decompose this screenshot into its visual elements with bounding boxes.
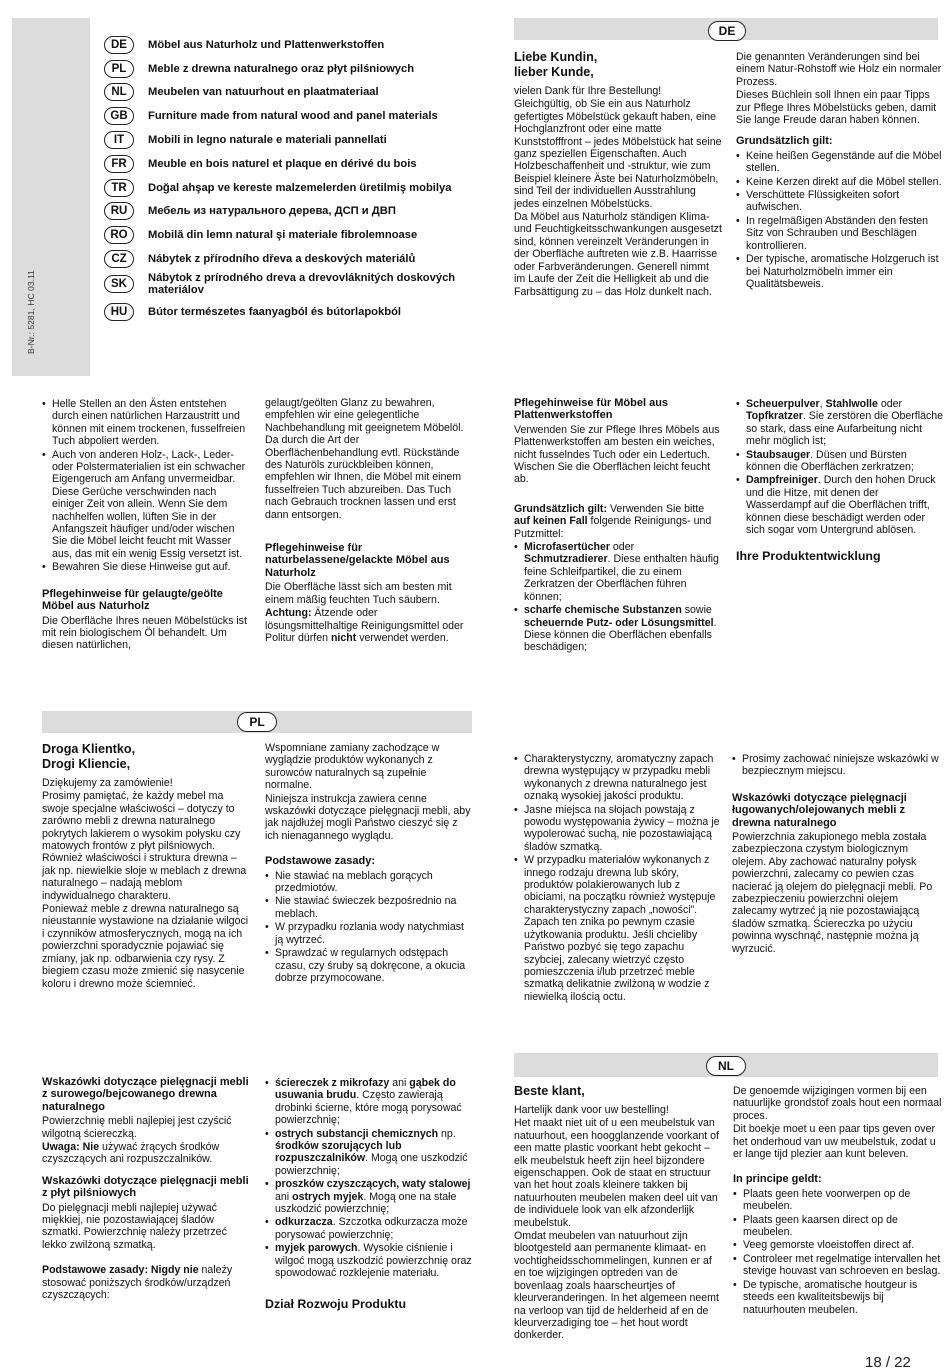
nl-paragraph: Dit boekje moet u een paar tips geven over het onderhoud van uw meubelstuk, zodat u er lange tijd plezier aan kunt beleven.: [733, 1123, 936, 1161]
list-item: • Staubsauger. Düsen und Bürsten können die Oberflächen zerkratzen;: [736, 449, 944, 474]
de-col-b3: [514, 397, 722, 656]
list-item: • Bewahren Sie diese Hinweise gut auf.: [42, 561, 250, 573]
language-code-badge: SK: [104, 275, 134, 293]
list-item: • Plaats geen kaarsen direct op de meubelen.: [733, 1214, 943, 1239]
language-title: Doğal ahşap ve kereste malzemelerden üretilmiş mobilya: [148, 181, 452, 194]
de-forbidden-list: [514, 541, 722, 654]
de-oiled-heading: Pflegehinweise für gelaugte/geölte Möbel aus Naturholz: [42, 587, 223, 613]
list-item: • De typische, aromatische houtgeur is steeds een kwaliteitsbewijs bij natuurhouten meubelen.: [733, 1279, 943, 1316]
language-title: Meble z drewna naturalnego oraz płyt pilśniowych: [148, 62, 415, 75]
list-item: • Nie stawiać świeczek bezpośrednio na meblach.: [265, 895, 473, 920]
language-code-badge: FR: [104, 155, 134, 173]
language-row-gb: [104, 106, 483, 126]
de-rules-list: [736, 150, 944, 290]
list-item: • Prosimy zachować niniejsze wskazówki w bezpiecznym miejscu.: [732, 753, 944, 778]
nl-greeting: Beste klant,: [514, 1084, 585, 1098]
language-code-badge: IT: [104, 131, 134, 149]
de-tips-list: [42, 398, 250, 574]
list-item: • Jasne miejsca na słojach powstają z powodu występowania żywicy – można je wypolerować suchą, nie pozostawiającą śladów szmatką.: [514, 804, 722, 854]
list-item: • proszków czyszczących, waty stalowej ani ostrych myjek. Mogą one na stałe uszkodzić powierzchnię;: [265, 1178, 473, 1215]
de-forbidden-list-cont: [736, 398, 944, 536]
language-row-fr: [104, 154, 483, 174]
language-title: Meuble en bois naturel et plaque en dérivé du bois: [148, 157, 417, 170]
list-item: • Controleer met regelmatige intervallen het stevige houvast van schroeven en beslag.: [733, 1253, 943, 1278]
de-col-b4: [736, 397, 944, 563]
list-item: • Nie stawiać na meblach gorących przedmiotów.: [265, 870, 473, 895]
de-paragraph: Die Oberfläche Ihres neuen Möbelstücks ist mit rein biologischem Öl behandelt. Um diesen natürlichen,: [42, 614, 247, 652]
cover-panel: [12, 18, 90, 376]
language-row-ro: [104, 225, 483, 245]
language-code-badge: PL: [104, 60, 134, 78]
list-item: • scharfe chemische Substanzen sowie scheuernde Putz- oder Lösungsmittel. Diese können die Oberflächen ebenfalls beschädigen;: [514, 604, 722, 654]
list-item: • Charakterystyczny, aromatyczny zapach drewna występujący w przypadku mebli wykonanych z drewna naturalnego jest oznaką wysokiej jakości produktu.: [514, 753, 722, 803]
list-item: • Scheuerpulver, Stahlwolle oder Topfkratzer. Sie zerstören die Oberfläche so stark, dass eine Aufarbeitung nicht mehr möglich ist;: [736, 398, 944, 448]
page-number: 18 / 22: [865, 1354, 911, 1371]
pl-rules-column: [265, 742, 473, 986]
pl-forbidden-list: [265, 1077, 473, 1280]
pl-col-c4: [732, 752, 944, 956]
language-row-sk: [104, 271, 483, 296]
list-item: • Auch von anderen Holz-, Lack-, Leder- oder Polstermaterialien ist ein schwacher Eigengeruch am Anfang unvermeidbar. Diese Gerüche verschwinden nach einiger Zeit von allein. Wenn Sie dem nachhelfen wollen, lüften Sie in der Anfangszeit häufiger und/oder wischen Sie die Möbel leicht feucht mit Wasser aus, das mit ein wenig Essig versetzt ist.: [42, 449, 250, 561]
de-paragraph: Die Oberfläche lässt sich am besten mit einem mäßig feuchten Tuch säubern.: [265, 581, 452, 606]
de-panel-heading: Pflegehinweise für Möbel aus Plattenwerkstoffen: [514, 397, 669, 422]
language-title: Mobili in legno naturale e materiali pannellati: [148, 133, 387, 146]
list-item: • Helle Stellen an den Ästen entstehen durch einen natürlichen Harzaustritt und können mit einem trockenen, fusselfreien Tuch abpoliert werden.: [42, 398, 250, 448]
pl-paragraph: Do pielęgnacji mebli najlepiej używać miękkiej, nie pozostawiającej śladów szmatki. Powierzchnię należy przetrzeć lekko zwilżoną szmatką.: [42, 1201, 227, 1251]
pl-panel-heading: Wskazówki dotyczące pielęgnacji mebli z płyt pilśniowych: [42, 1174, 249, 1200]
de-language-badge: DE: [708, 21, 746, 41]
de-col-b2: [265, 397, 473, 645]
language-row-it: [104, 130, 483, 150]
pl-raw-heading: Wskazówki dotyczące pielęgnacji mebli z surowego/bejcowanego drewna naturalnego: [42, 1076, 249, 1113]
list-item: • Keine Kerzen direkt auf die Möbel stellen.: [736, 176, 944, 188]
pl-rules-heading: Podstawowe zasady:: [265, 855, 376, 868]
language-code-badge: DE: [104, 36, 134, 54]
de-paragraph: Dieses Büchlein soll Ihnen ein paar Tipps zur Pflege Ihres Möbelstücks geben, damit Sie lange Freude daran haben können.: [736, 89, 937, 127]
list-item: • Keine heißen Gegenstände auf die Möbel stellen.: [736, 150, 944, 175]
de-lacquered-heading: Pflegehinweise für naturbelassene/gelackte Möbel aus Naturholz: [265, 542, 450, 579]
list-item: • ściereczek z mikrofazy ani gąbek do usuwania brudu. Często zawierają drobinki ścierne, które mogą porysować powierzchnię;: [265, 1077, 473, 1127]
de-paragraph: Verwenden Sie zur Pflege Ihres Möbels aus Plattenwerkstoffen am besten ein weiches, nicht fusselndes Tuch oder ein Ledertuch. Wischen Sie die Oberflächen leicht feucht ab.: [514, 423, 720, 486]
language-title: Mobilă din lemn natural şi materiale fibrolemnoase: [148, 228, 418, 241]
language-row-pl: [104, 59, 483, 79]
nl-rules-column: [733, 1085, 943, 1318]
list-item: • W przypadku rozlania wody natychmiast ją wytrzeć.: [265, 921, 473, 946]
language-row-cz: [104, 249, 483, 269]
de-greeting: Liebe Kundin, lieber Kunde,: [514, 50, 598, 79]
de-paragraph: Gleichgültig, ob Sie ein aus Naturholz gefertigtes Möbelstück gekauft haben, eine Hochglanzfront oder eine matte Kunststofffront – jedes Möbelstück hat seine ganz speziellen Eigenschaften. Auch Holzbeschaffenheit und -struktur, wie zum Beispiel kleinere Äste bei Naturholzmöbeln, sind Teil der individuellen Ausstrahlung jedes einzelnen Möbelstücks.: [514, 98, 722, 210]
language-row-ru: [104, 201, 483, 221]
list-item: • Plaats geen hete voorwerpen op de meubelen.: [733, 1188, 943, 1213]
de-paragraph: gelaugt/geölten Glanz zu bewahren, empfehlen wir eine gelegentliche Nachbehandlung mit geeignetem Möbelöl. Da durch die Art der Oberflächenbehandlung evtl. Rückstände des Naturöls zurückbleiben können, empfehlen wir Ihnen, die Möbel mit einem fusselfreien Tuch abzureiben. Das Tuch nach Gebrauch trocknen lassen und erst dann entsorgen.: [265, 397, 464, 521]
pl-paragraph: Prosimy pamiętać, że każdy mebel ma swoje specjalne właściwości – dotyczy to zarówno mebli z drewna naturalnego pokrytych lakierem o wysokim połysku czy matowych frontów z płyt pilśniowych. Również właściwości i struktura drewna – jak np. niewielkie słoje w meblach z drewna naturalnego – nadają meblom indywidualnego charakteru.: [42, 790, 247, 902]
de-paragraph: Die genannten Veränderungen sind bei einem Natur-Rohstoff wie Holz ein normaler Prozess.: [736, 51, 942, 88]
nl-paragraph: Omdat meubelen van natuurhout zijn blootgesteld aan permanente klimaat- en vochtigheidsschommelingen, kunnen er af en toe wijzigingen optreden van de bovenlaag zoals haarscheurtjes of kleurveranderingen. In het algemeen neemt na verloop van tijd de helderheid af en de kleurverzadiging toe – het hout wordt donkerder.: [514, 1230, 719, 1342]
pl-paragraph: Niniejsza instrukcja zawiera cenne wskazówki dotyczące pielęgnacji mebli, aby jak najdłużej mogli Państwo cieszyć się z ich nienagannego wyglądu.: [265, 792, 471, 842]
language-title: Möbel aus Naturholz und Plattenwerkstoffen: [148, 38, 385, 51]
language-title: Furniture made from natural wood and panel materials: [148, 109, 438, 122]
pl-col-c3: [514, 752, 722, 1005]
list-item: • Der typische, aromatische Holzgeruch ist bei Naturholzmöbeln immer ein Qualitätsbeweis.: [736, 253, 944, 290]
pl-greeting: Droga Klientko, Drogi Kliencie,: [42, 742, 136, 771]
pl-paragraph: Wspomniane zamiany zachodzące w wyglądzie produktów wykonanych z surowców naturalnych są zupełnie normalne.: [265, 742, 440, 792]
pl-intro-column: [42, 742, 250, 991]
language-title: Nábytek z přírodního dřeva a deskových materiálů: [148, 252, 416, 265]
language-title: Meubelen van natuurhout en plaatmateriaal: [148, 85, 379, 98]
de-signature: Ihre Produktentwicklung: [736, 549, 881, 564]
list-item: • myjek parowych. Wysokie ciśnienie i wilgoć mogą uszkodzić powierzchnię oraz spowodować rozklejenie materiału.: [265, 1242, 473, 1279]
language-code-badge: RU: [104, 202, 134, 220]
nl-thanks: Hartelijk dank voor uw bestelling!: [514, 1104, 669, 1116]
pl-rules-never: Podstawowe zasady: Nigdy nie należy stosować poniższych środków/urządzeń czyszczących:: [42, 1264, 233, 1302]
language-code-badge: GB: [104, 107, 134, 125]
language-row-tr: [104, 178, 483, 198]
list-item: • Dampfreiniger. Durch den hohen Druck und die Hitze, mit denen der Wasserdampf auf die Oberflächen trifft, können diese beschädigt werden oder sich sogar vom Untergrund ablösen.: [736, 474, 944, 536]
de-intro-column: [514, 50, 722, 299]
nl-paragraph: De genoemde wijzigingen vormen bij een natuurlijke grondstof zoals hout een normaal proces.: [733, 1085, 942, 1122]
de-paragraph: Da Möbel aus Naturholz ständigen Klima- und Feuchtigkeitsschwankungen ausgesetzt sind, können vereinzelt Veränderungen in der Oberfläche auftreten wie z.B. Haarrisse oder Farbveränderungen. Generell nimmt im Laufe der Zeit die Helligkeit ab und die Farbsättigung zu – das Holz dunkelt nach.: [514, 211, 722, 298]
list-item: • Sprawdzać w regularnych odstępach czasu, czy śruby są dokręcone, a okucia dobrze przymocowane.: [265, 947, 473, 984]
list-item: • In regelmäßigen Abständen den festen Sitz von Schrauben und Beschlägen kontrollieren.: [736, 215, 944, 252]
list-item: • Verschüttete Flüssigkeiten sofort aufwischen.: [736, 189, 944, 214]
document-number: B-Nr.: 5281, HC 03.11: [26, 270, 36, 354]
pl-paragraph: Powierzchnia zakupionego mebla została zabezpieczona czystym biologicznym olejem. Aby zachować naturalny połysk powierzchni, zalecamy co pewien czas nacierać ją olejem do pielęgnacji mebli. Po zabezpieczeniu powierzchni olejem zalecamy wytrzeć ją nie pozostawiającą śladów szmatką. Ściereczka po użyciu powinna wyschnąć, następnie można ją wyrzucić.: [732, 831, 933, 955]
pl-col-d2: [265, 1076, 473, 1310]
language-code-badge: TR: [104, 179, 134, 197]
de-rules-column: [736, 51, 944, 292]
pl-rules-list: [265, 870, 473, 985]
pl-oiled-heading: Wskazówki dotyczące pielęgnacji ługowanych/olejowanych mebli z drewna naturalnego: [732, 791, 907, 829]
nl-language-badge: NL: [706, 1056, 746, 1076]
pl-keep-list: [732, 753, 944, 778]
list-item: • Microfasertücher oder Schmutzradierer. Diese enthalten häufig feine Schleifpartikel, die zu einem Zerkratzen der Oberflächen führen können;: [514, 541, 722, 603]
language-row-hu: [104, 302, 483, 322]
de-warning: Achtung: Ätzende oder lösungsmittelhaltige Reinigungsmittel oder Politur dürfen nicht verwendet werden.: [265, 607, 464, 644]
pl-tips-list: [514, 753, 722, 1003]
list-item: • odkurzacza. Szczotka odkurzacza może porysować powierzchnię;: [265, 1216, 473, 1241]
list-item: • Veeg gemorste vloeistoffen direct af.: [733, 1239, 943, 1251]
de-rules-heading: Grundsätzlich gilt:: [736, 135, 833, 148]
language-title: Nábytok z prírodného dreva a drevovláknitých doskových materiálov: [148, 271, 456, 296]
pl-language-badge: PL: [237, 712, 277, 732]
list-item: • W przypadku materiałów wykonanych z innego rodzaju drewna lub skóry, produktów polakierowanych lub z obiciami, na początku również występuje charakterystyczny zapach „nowości”. Zapach ten znika po pewnym czasie użytkowania produktu. Jeśli chcieliby Państwo pozbyć się tego zapachu szybciej, zalecany wietrzyć często pomieszczenia i/lub przetrzeć meble szmatką delikatnie zwilżoną w wodzie z niewielką ilością octu.: [514, 854, 722, 1003]
pl-thanks: Dziękujemy za zamówienie!: [42, 777, 173, 789]
nl-intro-column: [514, 1084, 722, 1343]
list-item: • ostrych substancji chemicznych np. środków szorujących lub rozpuszczalników. Mogą one uszkodzić powierzchnię;: [265, 1128, 473, 1178]
pl-col-d1: [42, 1076, 250, 1303]
language-code-badge: RO: [104, 226, 134, 244]
language-row-nl: [104, 82, 483, 102]
pl-paragraph: Powierzchnię mebli najlepiej jest czyścić wilgotną ściereczką.: [42, 1115, 232, 1140]
pl-warning: Uwaga: Nie używać żrących środków czyszczących ani rozpuszczalników.: [42, 1141, 220, 1166]
nl-rules-list: [733, 1188, 943, 1316]
de-thanks: vielen Dank für Ihre Bestellung!: [514, 85, 662, 97]
language-row-de: [104, 35, 483, 55]
nl-paragraph: Het maakt niet uit of u een meubelstuk van natuurhout, een hoogglanzende voorkant of een matte plastic voorkant hebt gekocht – elk meubelstuk heeft zijn heel bijzondere eigenschappen. Ook de staat en structuur van het hout zoals kleinere takken bij natuurhouten meubelen maken deel uit van de individuele look van elk afzonderlijk meubelstuk.: [514, 1117, 719, 1229]
nl-rules-heading: In principe geldt:: [733, 1173, 822, 1186]
pl-signature: Dział Rozwoju Produktu: [265, 1296, 407, 1311]
language-code-badge: NL: [104, 83, 134, 101]
language-code-badge: HU: [104, 303, 134, 321]
de-generally: Grundsätzlich gilt: Verwenden Sie bitte auf keinen Fall folgende Reinigungs- und Putzmittel:: [514, 502, 712, 540]
de-col-b1: [42, 397, 250, 653]
pl-paragraph: Ponieważ meble z drewna naturalnego są nieustannie wystawione na działanie wilgoci i czynników atmosferycznych, mogą na ich powierzchni sporadycznie pojawiać się zmiany, jak np. odbarwienia czy rysy. Z biegiem czasu może zmienić się nasycenie koloru i drewno może ściemnieć.: [42, 903, 249, 990]
language-title: Мебель из натурального дерева, ДСП и ДВП: [148, 204, 396, 217]
language-title: Bútor természetes faanyagból és bútorlapokból: [148, 305, 402, 318]
language-code-badge: CZ: [104, 250, 134, 268]
